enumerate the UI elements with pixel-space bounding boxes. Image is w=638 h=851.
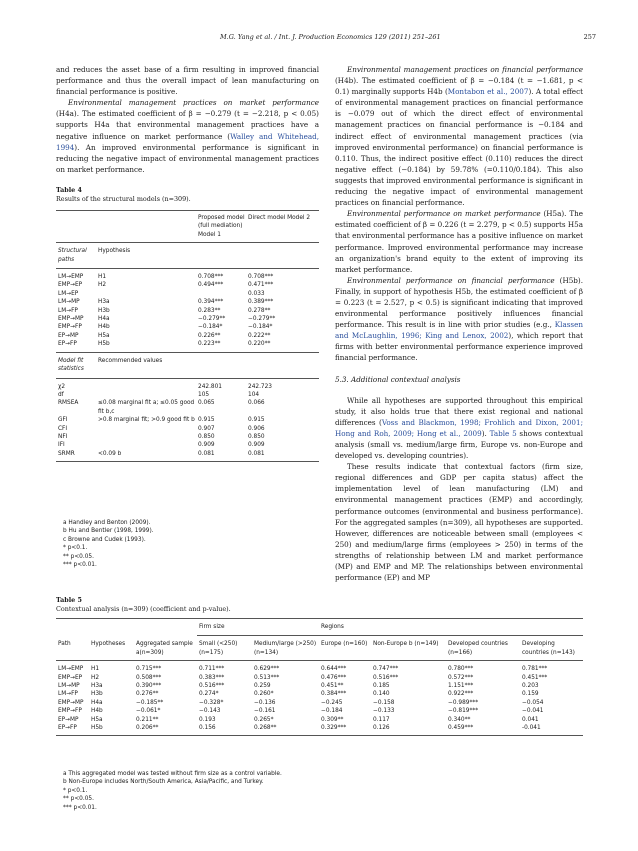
table-cell: H1: [98, 274, 107, 281]
table-cell: EP→MP: [58, 332, 79, 339]
col-header: Direct model Model 2: [248, 215, 311, 221]
table-cell: −0.143: [199, 708, 221, 715]
table-cell: H3a: [98, 299, 110, 306]
table-cell: [96, 433, 196, 441]
table-cell: 0.715***: [136, 666, 162, 673]
group-header-firm-size: Firm size: [197, 623, 319, 636]
table-cell: 0.065: [198, 400, 215, 407]
table-cell: 0.185: [373, 683, 390, 690]
table-cell: LM→EMP: [58, 274, 84, 281]
text: ), which report that firms with better environmental performance experience improved financial performance.: [335, 331, 584, 363]
table-cell: NFI: [58, 433, 68, 440]
table-cell: 0.041: [522, 716, 539, 723]
table-row: [56, 724, 583, 732]
table-cell: −0.989***: [448, 699, 479, 706]
table-cell: 242.801: [198, 383, 222, 390]
table-cell: 0.513***: [254, 674, 280, 681]
table-row: [56, 298, 319, 306]
running-title: M.G. Yang et al. / Int. J. Production Economics 129 (2011) 251–261: [220, 33, 441, 41]
table-cell: 0.451**: [321, 683, 344, 690]
citation-link[interactable]: Montabon et al., 2007: [447, 87, 529, 97]
table5-title: Table 5: [56, 596, 82, 604]
table-cell: 0.909: [198, 442, 215, 449]
table-cell: H5b: [91, 725, 103, 732]
paragraph: [56, 97, 319, 175]
paragraph: [335, 395, 583, 462]
table-cell: 0.708***: [248, 274, 274, 281]
table-cell: −0.041: [522, 708, 544, 715]
footnote: b Hu and Bentler (1998, 1999).: [63, 528, 154, 535]
table-cell: 0.159: [522, 691, 539, 698]
table-cell: 0.747***: [373, 666, 399, 673]
table-cell: LM→FP: [58, 691, 78, 698]
text: ). A total effect of environmental management practices on financial performance is −0.079 out of which the direct effect of environmental management practices on financial performance is −0.184 and indirect effect of environmental management practices (via improved environmental performance) on financial performance is 0.110. Thus, the indirect positive effect (0.110) reduces the direct negative effect (−0.184) by 59.78% (=0.110/0.184). This also suggests that improved environmental performance is significant in reducing the negative impact of environmental management practices on financial performance.: [335, 87, 583, 208]
running-header: [0, 33, 638, 45]
table-cell: 0.494***: [198, 282, 224, 289]
table-cell: LM→EP: [58, 290, 79, 297]
table-cell: 0.516***: [373, 674, 399, 681]
table-row: [56, 674, 583, 682]
table-cell: −0.184: [321, 708, 343, 715]
table-cell: −0.184*: [198, 324, 223, 331]
table-cell: H2: [91, 674, 100, 681]
table-cell: 0.922***: [448, 691, 474, 698]
table4: [56, 210, 319, 462]
table-cell: 0.907: [198, 425, 215, 432]
table-cell: 0.156: [199, 725, 216, 732]
table-cell: H5b: [98, 341, 110, 348]
table-cell: 0.476***: [321, 674, 347, 681]
col-header: Proposed model (full mediation) Model 1: [198, 215, 245, 238]
table-cell: 0.915: [248, 417, 265, 424]
table-row: [56, 707, 583, 715]
table-cell: LM→MP: [58, 683, 80, 690]
table-cell: <0.09 b: [98, 450, 122, 457]
col-header: Hypotheses: [91, 641, 126, 648]
table5-footnotes: [56, 770, 583, 812]
table-cell: 0.226**: [198, 332, 221, 339]
table-cell: H4b: [98, 324, 110, 331]
table-cell: 0.329***: [321, 725, 347, 732]
footnote: * p<0.1.: [63, 787, 88, 794]
table-cell: −0.061*: [136, 708, 161, 715]
table-cell: 0.711***: [199, 666, 225, 673]
table-cell: 0.193: [199, 716, 216, 723]
table5: [56, 618, 583, 736]
table4-caption: [56, 186, 319, 204]
page-number: 257: [583, 33, 596, 41]
citation-link[interactable]: Klassen and McLaughlin, 1996; King and Lenox, 2002: [335, 320, 583, 341]
table-cell: H4a: [98, 316, 110, 323]
table5-caption-text: Contextual analysis (n=309) (coefficient and p-value).: [56, 605, 231, 613]
table-cell: df: [58, 391, 64, 398]
table-cell: 242.723: [248, 383, 272, 390]
section-header: Hypothesis: [98, 248, 131, 255]
table-cell: [196, 290, 246, 298]
paragraph-lead: Environmental performance on market performance: [347, 209, 541, 219]
table-cell: 0.471***: [248, 282, 274, 289]
table-cell: 0.206**: [136, 725, 159, 732]
text: ). An improved environmental performance is significant in reducing the negative impact of environmental management practices on market performance.: [56, 142, 319, 174]
paragraph-lead: Environmental management practices on financial performance: [347, 65, 583, 74]
table-row: [56, 391, 319, 399]
citation-link[interactable]: Voss and Blackmon, 1998; Frohlich and Dixon, 2001; Hong and Roh, 2009; Hong et al., 2009: [335, 417, 583, 438]
table-cell: 0.081: [248, 450, 265, 457]
table-cell: 0.516***: [199, 683, 225, 690]
table-cell: H5a: [98, 332, 110, 339]
table-row: [56, 383, 319, 391]
table-cell: −0.279**: [198, 316, 226, 323]
footnote: ** p<0.05.: [63, 796, 94, 803]
table-row: [56, 682, 583, 690]
table-cell: −0.185**: [136, 699, 164, 706]
text: (H5a). The estimated coefficient of β = 0.226 (t = 2.279, p < 0.5) supports H5a that environmental performance has a positive influence on market performance. Improved environmental performance may increase an organization's brand equity to the extent of improving its market performance.: [335, 209, 583, 274]
table-cell: LM→FP: [58, 307, 78, 314]
table-row: [56, 323, 319, 331]
table-cell: 0.283**: [198, 307, 221, 314]
table-row: [56, 441, 319, 449]
text: ).: [481, 428, 490, 438]
paragraph: and reduces the asset base of a firm resulting in improved financial performance and thus the overall impact of lean manufacturing on financial performance is positive.: [56, 65, 319, 97]
table-cell: 0.140: [373, 691, 390, 698]
table-cell: 105: [198, 391, 210, 398]
table-row: [56, 281, 319, 289]
table-row: [56, 416, 319, 424]
table-cell: -0.041: [522, 725, 541, 732]
table-cell: 0.708***: [198, 274, 224, 281]
footnote: *** p<0.01.: [63, 562, 97, 569]
table-cell: −0.245: [321, 699, 343, 706]
table-cell: −0.136: [254, 699, 276, 706]
col-header: Path: [58, 641, 71, 648]
table-cell: EMP→FP: [58, 708, 82, 715]
table-cell: 0.909: [248, 442, 265, 449]
table-row: [56, 699, 583, 707]
table-cell: 0.278**: [248, 307, 271, 314]
table-row: [56, 340, 319, 348]
table-row: [56, 399, 319, 416]
table5-caption: [56, 596, 583, 614]
table-row: [56, 425, 319, 433]
footnote: c Browne and Cudek (1993).: [63, 536, 146, 543]
table-row: [56, 716, 583, 724]
paragraph: [335, 64, 583, 208]
text: (H4a). The estimated coefficient of β = −0.279 (t = −2.218, p < 0.05) supports H4a that environmental management practices have a negative influence on market performance (: [56, 109, 319, 141]
table-cell: EP→FP: [58, 341, 77, 348]
col-header: Non-Europe b (n=149): [373, 641, 439, 648]
table-cell: 0.117: [373, 716, 390, 723]
table-row: [56, 665, 583, 673]
paragraph-lead: Environmental performance on financial performance: [347, 275, 555, 285]
table-cell: ≤0.08 marginal fit a; ≤0.05 good fit b,c: [98, 400, 195, 415]
table-cell: 0.451***: [522, 674, 548, 681]
table-cell: [96, 441, 196, 449]
table-cell: 0.066: [248, 400, 265, 407]
table-cell: 0.276**: [136, 691, 159, 698]
table-cell: 0.268**: [254, 725, 277, 732]
col-header: Europe (n=160): [321, 641, 368, 648]
table-cell: −0.819***: [448, 708, 479, 715]
table-cell: 0.781***: [522, 666, 548, 673]
table-cell: 104: [248, 391, 260, 398]
table-cell: 0.389***: [248, 299, 274, 306]
table-cell: 0.309**: [321, 716, 344, 723]
table-cell: 0.906: [248, 425, 265, 432]
col-header: Aggregated sample a(n=309): [136, 641, 193, 656]
table-cell: 0.850: [248, 433, 265, 440]
table-cell: EP→FP: [58, 725, 77, 732]
table-link[interactable]: Table 5: [489, 428, 517, 438]
table-cell: −0.184*: [248, 324, 273, 331]
table-cell: 1.151***: [448, 683, 474, 690]
table-cell: [96, 391, 196, 399]
table-cell: EP→MP: [58, 716, 79, 723]
table-cell: 0.780***: [448, 666, 474, 673]
table-cell: 0.850: [198, 433, 215, 440]
paragraph: [335, 208, 583, 275]
table-cell: [96, 383, 196, 391]
table-cell: 0.260*: [254, 691, 274, 698]
footnote: a Handley and Benton (2009).: [63, 520, 151, 526]
footnote: a This aggregated model was tested without firm size as a control variable.: [63, 771, 282, 777]
table-row: [56, 332, 319, 340]
paragraph: These results indicate that contextual factors (firm size, regional differences and GDP per capita status) affect the implementation level of lean manufacturing (LM) and environmental management practices (EMP) and accordingly, performance outcomes (environmental and business performance). For the aggregated samples (n=309), all hypotheses are supported. However, differences are noticeable between small (employees < 250) and medium/large firms (employees > 250) in terms of the strengths of relationship between LM and market performance (MP) and EMP and MP. The relationships between environmental performance (EP) and MP: [335, 462, 583, 583]
section-header: Recommended values: [98, 357, 163, 364]
table-cell: LM→MP: [58, 299, 80, 306]
table-cell: CFI: [58, 425, 68, 432]
table-cell: −0.328*: [199, 699, 224, 706]
table-cell: H3b: [91, 691, 103, 698]
footnote: ** p<0.05.: [63, 553, 94, 560]
table-cell: H5a: [91, 716, 103, 723]
table-cell: EMP→MP: [58, 316, 84, 323]
section-header: Model fit statistics: [58, 357, 84, 373]
table4-title: Table 4: [56, 186, 82, 194]
table-cell: −0.133: [373, 708, 395, 715]
table-row: [56, 315, 319, 323]
table-cell: −0.161: [254, 708, 276, 715]
table-cell: 0.203: [522, 683, 539, 690]
section-header: Structural paths: [58, 248, 87, 263]
table-cell: 0.915: [198, 417, 215, 424]
table-cell: IFI: [58, 442, 65, 449]
footnote: *** p<0.01.: [63, 804, 97, 811]
table-cell: RMSEA: [58, 400, 79, 407]
table-cell: 0.384***: [321, 691, 347, 698]
right-column: [335, 64, 583, 583]
table-cell: 0.033: [248, 290, 265, 297]
citation-link[interactable]: Walley and Whitehead, 1994: [56, 131, 319, 152]
table-cell: 0.340**: [448, 716, 471, 723]
table-cell: −0.279**: [248, 316, 276, 323]
text: shows contextual analysis (small vs. medium/large firm, Europe vs. non-Europe and developed vs. developing countries).: [335, 428, 583, 461]
col-header: Developing countries (n=143): [522, 641, 575, 656]
table-cell: 0.629***: [254, 666, 280, 673]
table-cell: 0.459***: [448, 725, 474, 732]
table-cell: 0.390***: [136, 683, 162, 690]
table-cell: 0.211**: [136, 716, 159, 723]
left-column: [56, 64, 319, 175]
table-cell: 0.081: [198, 450, 215, 457]
table-cell: 0.644***: [321, 666, 347, 673]
col-header: Developed countries (n=166): [448, 641, 508, 656]
table-cell: −0.158: [373, 699, 395, 706]
col-header: Medium/large (>250)(n=134): [254, 641, 317, 656]
table-cell: 0.508***: [136, 674, 162, 681]
table-cell: EMP→EP: [58, 674, 83, 681]
table-row: [56, 273, 319, 281]
table-cell: SRMR: [58, 450, 75, 457]
table-cell: H2: [98, 282, 107, 289]
table-cell: 0.220**: [248, 341, 271, 348]
table-cell: H3a: [91, 683, 103, 690]
col-header: Small (<250) (n=175): [199, 641, 238, 656]
table-cell: >0.8 marginal fit; >0.9 good fit b: [98, 417, 195, 424]
table-cell: 0.222**: [248, 332, 271, 339]
table-cell: [96, 290, 196, 298]
text: While all hypotheses are supported throughout this empirical study, it also holds true that there exist regional and national differences (: [335, 395, 583, 427]
table-cell: LM→EMP: [58, 666, 84, 673]
table-cell: 0.274*: [199, 691, 219, 698]
table-cell: EMP→FP: [58, 324, 82, 331]
table-cell: H4a: [91, 699, 103, 706]
table-cell: H1: [91, 666, 100, 673]
group-header-regions: Regions: [319, 623, 583, 636]
table-cell: χ2: [58, 383, 66, 390]
table-cell: 0.394***: [198, 299, 224, 306]
table-cell: H3b: [98, 307, 110, 314]
paragraph: [335, 275, 583, 364]
table-cell: [96, 425, 196, 433]
table-cell: 0.259: [254, 683, 271, 690]
table-cell: −0.054: [522, 699, 544, 706]
text: (H5b). Finally, in support of hypothesis H5b, the estimated coefficient of β = 0.223 (t = 2.527, p < 0.5) is significant indicating that improved environmental performance positively influences financial performance. This result is in line with prior studies (e.g.,: [335, 275, 583, 330]
table-row: [56, 433, 319, 441]
table-row: [56, 450, 319, 458]
table-cell: 0.383***: [199, 674, 225, 681]
table4-caption-text: Results of the structural models (n=309).: [56, 195, 191, 203]
table-cell: 0.126: [373, 725, 390, 732]
footnote: * p<0.1.: [63, 545, 88, 552]
table-cell: GFI: [58, 417, 68, 424]
table-row: [56, 307, 319, 315]
table-row: [56, 690, 583, 698]
section-heading: 5.3. Additional contextual analysis: [335, 374, 461, 384]
footnote: b Non-Europe includes North/South America, Asia/Pacific, and Turkey.: [63, 779, 264, 786]
text: (H4b). The estimated coefficient of β = −0.184 (t = −1.681, p < 0.1) marginally supports H4b (: [335, 76, 583, 97]
table-cell: 0.265*: [254, 716, 274, 723]
table-cell: 0.572***: [448, 674, 474, 681]
table-cell: H4b: [91, 708, 103, 715]
table-cell: 0.223**: [198, 341, 221, 348]
table-cell: EMP→MP: [58, 699, 84, 706]
table-cell: EMP→EP: [58, 282, 83, 289]
table4-footnotes: [56, 519, 319, 569]
paragraph-lead: Environmental management practices on market performance: [68, 98, 319, 108]
table-row: [56, 290, 319, 298]
